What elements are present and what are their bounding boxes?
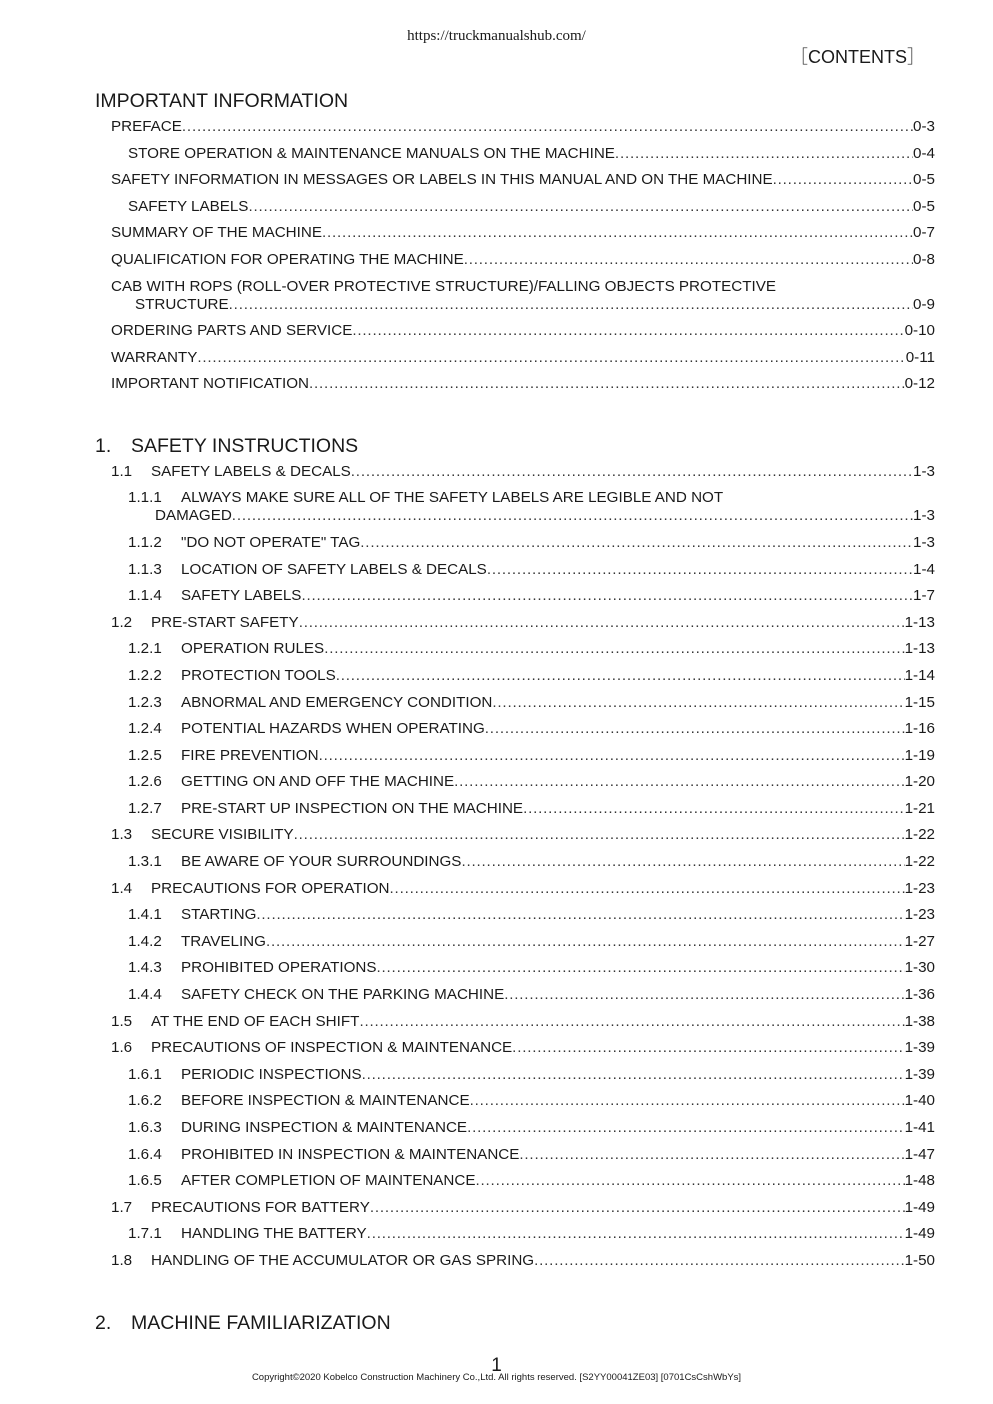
toc-entry-title: DURING INSPECTION & MAINTENANCE (181, 1119, 468, 1136)
page-number: 1 (491, 1355, 502, 1376)
dot-leader (504, 986, 904, 1004)
toc-entry-title: GETTING ON AND OFF THE MACHINE (181, 773, 455, 791)
toc-entry[interactable] (95, 640, 935, 667)
dot-leader (359, 1013, 904, 1031)
toc-entry[interactable] (95, 1199, 935, 1226)
toc-entry-page: 1-47 (904, 1145, 935, 1163)
toc-entry-title: "DO NOT OPERATE" TAG (181, 533, 361, 551)
toc-entry-page: 1-15 (904, 693, 935, 711)
toc-entry-page: 1-27 (904, 932, 935, 950)
toc-entry-title: SAFETY LABELS (181, 587, 302, 605)
toc-entry-page: 0-8 (913, 250, 935, 268)
toc-entry[interactable] (95, 561, 935, 588)
toc-entry-title: WARRANTY (111, 348, 198, 366)
toc-entry-title: ALWAYS MAKE SURE ALL OF THE SAFETY LABELS ARE LEGIBLE AND NOT (181, 489, 724, 507)
toc-entry-title: QUALIFICATION FOR OPERATING THE MACHINE (111, 250, 464, 268)
dot-leader (512, 1039, 904, 1057)
toc-entry-title: SUMMARY OF THE MACHINE (111, 224, 322, 242)
toc-entry-title: SAFETY INFORMATION IN MESSAGES OR LABELS IN THIS MANUAL AND ON THE MACHINE (111, 171, 773, 189)
toc-entry-title: PRE-START UP INSPECTION ON THE MACHINE (181, 799, 524, 817)
toc-entry-title: PROTECTION TOOLS (181, 666, 336, 684)
dot-leader (322, 224, 913, 242)
toc-entry[interactable] (95, 933, 935, 960)
toc-entry-title: BE AWARE OF YOUR SURROUNDINGS (181, 853, 462, 871)
dot-leader (351, 463, 913, 481)
toc-entry-page: 0-11 (905, 348, 935, 366)
toc-entry-number: 1.1 (111, 462, 133, 480)
toc-entry[interactable] (95, 800, 935, 827)
toc-entry-number: 1.1.1 (128, 489, 162, 507)
toc-entry-page: 1-48 (904, 1172, 935, 1190)
section-number: 2. (95, 1311, 112, 1334)
toc-entry-title: STARTING (181, 906, 257, 924)
toc-entry[interactable] (95, 375, 935, 402)
toc-entry-number: 1.3 (111, 826, 133, 844)
toc-entry-page: 1-3 (913, 462, 935, 480)
dot-leader (492, 694, 904, 712)
toc-entry[interactable] (95, 278, 935, 323)
toc-entry-page: 1-39 (904, 1039, 935, 1057)
toc-entry-page: 1-16 (904, 720, 935, 738)
toc-entry-continuation (128, 507, 935, 525)
toc-entry-page: 0-7 (913, 224, 935, 242)
toc-entry[interactable] (95, 906, 935, 933)
toc-entry[interactable] (95, 959, 935, 986)
toc-entry[interactable] (95, 614, 935, 641)
dot-leader (476, 1172, 905, 1190)
toc-entry-number: 1.2.6 (128, 773, 162, 791)
dot-leader (309, 375, 905, 393)
section-title: MACHINE FAMILIARIZATION (131, 1311, 391, 1334)
toc-entry-number: 1.1.4 (128, 587, 162, 605)
dot-leader (461, 853, 904, 871)
toc-entry-page: 0-12 (904, 375, 935, 393)
toc-entry[interactable] (95, 145, 935, 172)
toc-entry-title: HANDLING THE BATTERY (181, 1225, 367, 1243)
toc-entry[interactable] (95, 1013, 935, 1040)
dot-leader (523, 800, 905, 818)
dot-leader (248, 198, 913, 216)
toc-entry[interactable] (95, 1119, 935, 1146)
toc-entry[interactable] (95, 118, 935, 145)
toc-entry-title: PROHIBITED IN INSPECTION & MAINTENANCE (181, 1145, 520, 1163)
toc-entry[interactable] (95, 853, 935, 880)
toc-entry-number: 1.2.2 (128, 666, 162, 684)
section-heading[interactable] (95, 433, 935, 463)
toc-entry-page: 0-10 (904, 322, 935, 340)
toc-entry-number: 1.2.7 (128, 799, 162, 817)
section-title: IMPORTANT INFORMATION (95, 90, 349, 112)
toc-entry[interactable] (95, 694, 935, 721)
toc-entry-page: 0-5 (913, 171, 935, 189)
toc-entry-page: 1-14 (904, 666, 935, 684)
dot-leader (467, 1119, 905, 1137)
toc-entry-title: PREFACE (111, 118, 182, 135)
dot-leader (390, 880, 905, 898)
section-gap (95, 1279, 935, 1308)
toc-entry-title: PROHIBITED OPERATIONS (181, 959, 377, 977)
toc-entry-title: SAFETY CHECK ON THE PARKING MACHINE (181, 986, 505, 1004)
toc-entry[interactable] (95, 773, 935, 800)
toc-entry-title: IMPORTANT NOTIFICATION (111, 375, 309, 393)
toc-entry-title: FIRE PREVENTION (181, 746, 319, 764)
toc-entry-number: 1.2.3 (128, 693, 162, 711)
toc-entry-page: 0-3 (913, 118, 935, 135)
toc-entry-number: 1.6.2 (128, 1092, 162, 1110)
toc-entry[interactable] (95, 1252, 935, 1279)
toc-entry[interactable] (95, 171, 935, 198)
section-gap (95, 402, 935, 431)
toc-entry-title: SECURE VISIBILITY (151, 826, 294, 844)
toc-entry-page: 1-38 (904, 1012, 935, 1030)
toc-entry-page: 1-20 (904, 773, 935, 791)
dot-leader (360, 534, 913, 552)
dot-leader (615, 145, 913, 163)
toc-entry-title: SAFETY LABELS & DECALS (151, 462, 351, 480)
toc-entry-page: 1-36 (904, 986, 935, 1004)
dot-leader (336, 667, 905, 685)
toc-entry-number: 1.4.1 (128, 906, 162, 924)
dot-leader (266, 933, 905, 951)
toc-entry-page: 1-4 (913, 560, 935, 578)
toc-entry-page: 0-4 (913, 144, 935, 162)
toc-entry[interactable] (95, 1225, 935, 1252)
dot-leader (454, 773, 904, 791)
toc-entry[interactable] (95, 720, 935, 747)
toc-entry[interactable] (95, 747, 935, 774)
toc-entry[interactable] (95, 1146, 935, 1173)
toc-entry-title: ORDERING PARTS AND SERVICE (111, 322, 353, 340)
toc-entry-title: PRECAUTIONS FOR OPERATION (151, 879, 390, 897)
toc-entry[interactable] (95, 224, 935, 251)
toc-entry-title: AT THE END OF EACH SHIFT (151, 1012, 360, 1030)
dot-leader (464, 251, 913, 269)
dot-leader (367, 1225, 905, 1243)
toc-entry-line (128, 489, 935, 507)
toc-entry-title: TRAVELING (181, 932, 266, 950)
toc-entry-number: 1.6.1 (128, 1065, 162, 1083)
toc-entry-page: 1-40 (904, 1092, 935, 1110)
toc-entry-title-cont: DAMAGED (155, 507, 232, 525)
dot-leader (773, 171, 913, 189)
toc-entry-page: 1-49 (904, 1225, 935, 1243)
toc-entry-number: 1.1.3 (128, 560, 162, 578)
toc-entry-title: PRECAUTIONS FOR BATTERY (151, 1198, 370, 1216)
toc-entry-number: 1.2.5 (128, 746, 162, 764)
toc-entry-page: 1-21 (904, 799, 935, 817)
toc-entry-title: PERIODIC INSPECTIONS (181, 1065, 362, 1083)
toc-entry[interactable] (95, 322, 935, 349)
dot-leader (299, 614, 905, 632)
toc-entry[interactable] (95, 251, 935, 278)
toc-entry-number: 1.3.1 (128, 853, 162, 871)
toc-entry-line (111, 278, 935, 296)
toc-entry-title: ABNORMAL AND EMERGENCY CONDITION (181, 693, 493, 711)
toc-entry[interactable] (95, 349, 935, 376)
dot-leader (294, 826, 905, 844)
dot-leader (362, 1066, 905, 1084)
toc-entry[interactable] (95, 198, 935, 225)
toc-entry-title: SAFETY LABELS (128, 197, 249, 215)
toc-entry[interactable] (95, 826, 935, 853)
toc-entry-page: 1-13 (904, 640, 935, 658)
toc-entry-title: HANDLING OF THE ACCUMULATOR OR GAS SPRING (151, 1251, 535, 1269)
contents-label: ［CONTENTS］ (790, 47, 925, 67)
toc-entry-page: 1-23 (904, 879, 935, 897)
source-url[interactable]: https://truckmanualshub.com/ (407, 28, 586, 44)
toc-entry[interactable] (95, 986, 935, 1013)
toc-entry-title: AFTER COMPLETION OF MAINTENANCE (181, 1172, 476, 1190)
toc-entry-page: 0-9 (913, 295, 935, 313)
toc-entry-page: 1-22 (904, 853, 935, 871)
section-heading[interactable] (95, 1310, 935, 1340)
toc-entry-title: POTENTIAL HAZARDS WHEN OPERATING (181, 720, 485, 738)
dot-leader (197, 349, 905, 367)
copyright-notice: Copyright©2020 Kobelco Construction Machinery Co.,Ltd. All rights reserved. [S2YY00041ZE03] [0701CsCshWbYs] (251, 1372, 742, 1383)
toc-entry[interactable] (95, 463, 935, 490)
section-number: 1. (95, 434, 112, 457)
dot-leader (519, 1146, 904, 1164)
toc-entry-page: 1-22 (904, 826, 935, 844)
dot-leader (256, 906, 904, 924)
toc-entry-page: 1-13 (904, 613, 935, 631)
dot-leader (377, 959, 905, 977)
toc-entry-title: BEFORE INSPECTION & MAINTENANCE (181, 1092, 470, 1110)
toc-entry-number: 1.2.4 (128, 720, 162, 738)
toc-entry-page: 1-49 (904, 1198, 935, 1216)
toc-entry-number: 1.4.3 (128, 959, 162, 977)
dot-leader (301, 587, 913, 605)
toc-entry[interactable] (95, 1066, 935, 1093)
toc-entry-title: PRECAUTIONS OF INSPECTION & MAINTENANCE (151, 1039, 513, 1057)
dot-leader (352, 322, 904, 340)
toc-entry-title: CAB WITH ROPS (ROLL-OVER PROTECTIVE STRUCTURE)/FALLING OBJECTS PROTECTIVE (111, 277, 776, 295)
dot-leader (229, 296, 913, 314)
dot-leader (470, 1092, 905, 1110)
toc-entry-number: 1.4.2 (128, 932, 162, 950)
toc-entry-title: PRE-START SAFETY (151, 613, 299, 631)
toc-entry-title: LOCATION OF SAFETY LABELS & DECALS (181, 560, 487, 578)
toc-entry-number: 1.5 (111, 1012, 133, 1030)
toc-entry-number: 1.7.1 (128, 1225, 162, 1243)
toc-entry-page: 1-41 (904, 1119, 935, 1136)
toc-entry[interactable] (95, 667, 935, 694)
toc-entry-number: 1.6 (111, 1039, 133, 1057)
section-title: SAFETY INSTRUCTIONS (131, 434, 359, 457)
dot-leader (319, 747, 905, 765)
toc-entry-number: 1.2 (111, 613, 133, 631)
section-heading[interactable] (95, 88, 935, 118)
toc-entry[interactable] (95, 534, 935, 561)
toc-entry[interactable] (95, 1039, 935, 1066)
toc-entry-number: 1.2.1 (128, 640, 162, 658)
toc-entry-title-cont: STRUCTURE (135, 295, 229, 313)
toc-entry-title: OPERATION RULES (181, 640, 325, 658)
toc-entry[interactable] (95, 489, 935, 534)
dot-leader (182, 118, 913, 136)
toc-entry-number: 1.4.4 (128, 986, 162, 1004)
dot-leader (370, 1199, 905, 1217)
toc-entry-number: 1.8 (111, 1251, 133, 1269)
toc-entry[interactable] (95, 587, 935, 614)
toc-entry-page: 1-23 (904, 906, 935, 924)
toc-entry-number: 1.7 (111, 1198, 133, 1216)
toc-entry[interactable] (95, 880, 935, 907)
table-of-contents (95, 86, 935, 1340)
toc-entry-continuation (111, 296, 935, 314)
toc-entry-number: 1.4 (111, 879, 133, 897)
toc-entry-title: STORE OPERATION & MAINTENANCE MANUALS ON THE MACHINE (128, 144, 615, 162)
toc-entry-page: 1-3 (913, 533, 935, 551)
toc-entry-number: 1.6.4 (128, 1145, 162, 1163)
toc-entry-page: 1-7 (913, 587, 935, 605)
toc-entry-number: 1.6.5 (128, 1172, 162, 1190)
toc-entry-page: 1-3 (913, 507, 935, 525)
toc-entry-number: 1.1.2 (128, 533, 162, 551)
dot-leader (324, 640, 904, 658)
toc-entry-page: 1-39 (904, 1065, 935, 1083)
toc-entry-page: 1-19 (904, 746, 935, 764)
toc-entry-number: 1.6.3 (128, 1119, 162, 1136)
toc-entry[interactable] (95, 1172, 935, 1199)
dot-leader (487, 561, 913, 579)
dot-leader (485, 720, 905, 738)
dot-leader (534, 1252, 904, 1270)
toc-entry-page: 1-30 (904, 959, 935, 977)
toc-entry[interactable] (95, 1092, 935, 1119)
toc-entry-page: 1-50 (904, 1251, 935, 1269)
dot-leader (232, 507, 913, 525)
toc-entry-page: 0-5 (913, 197, 935, 215)
